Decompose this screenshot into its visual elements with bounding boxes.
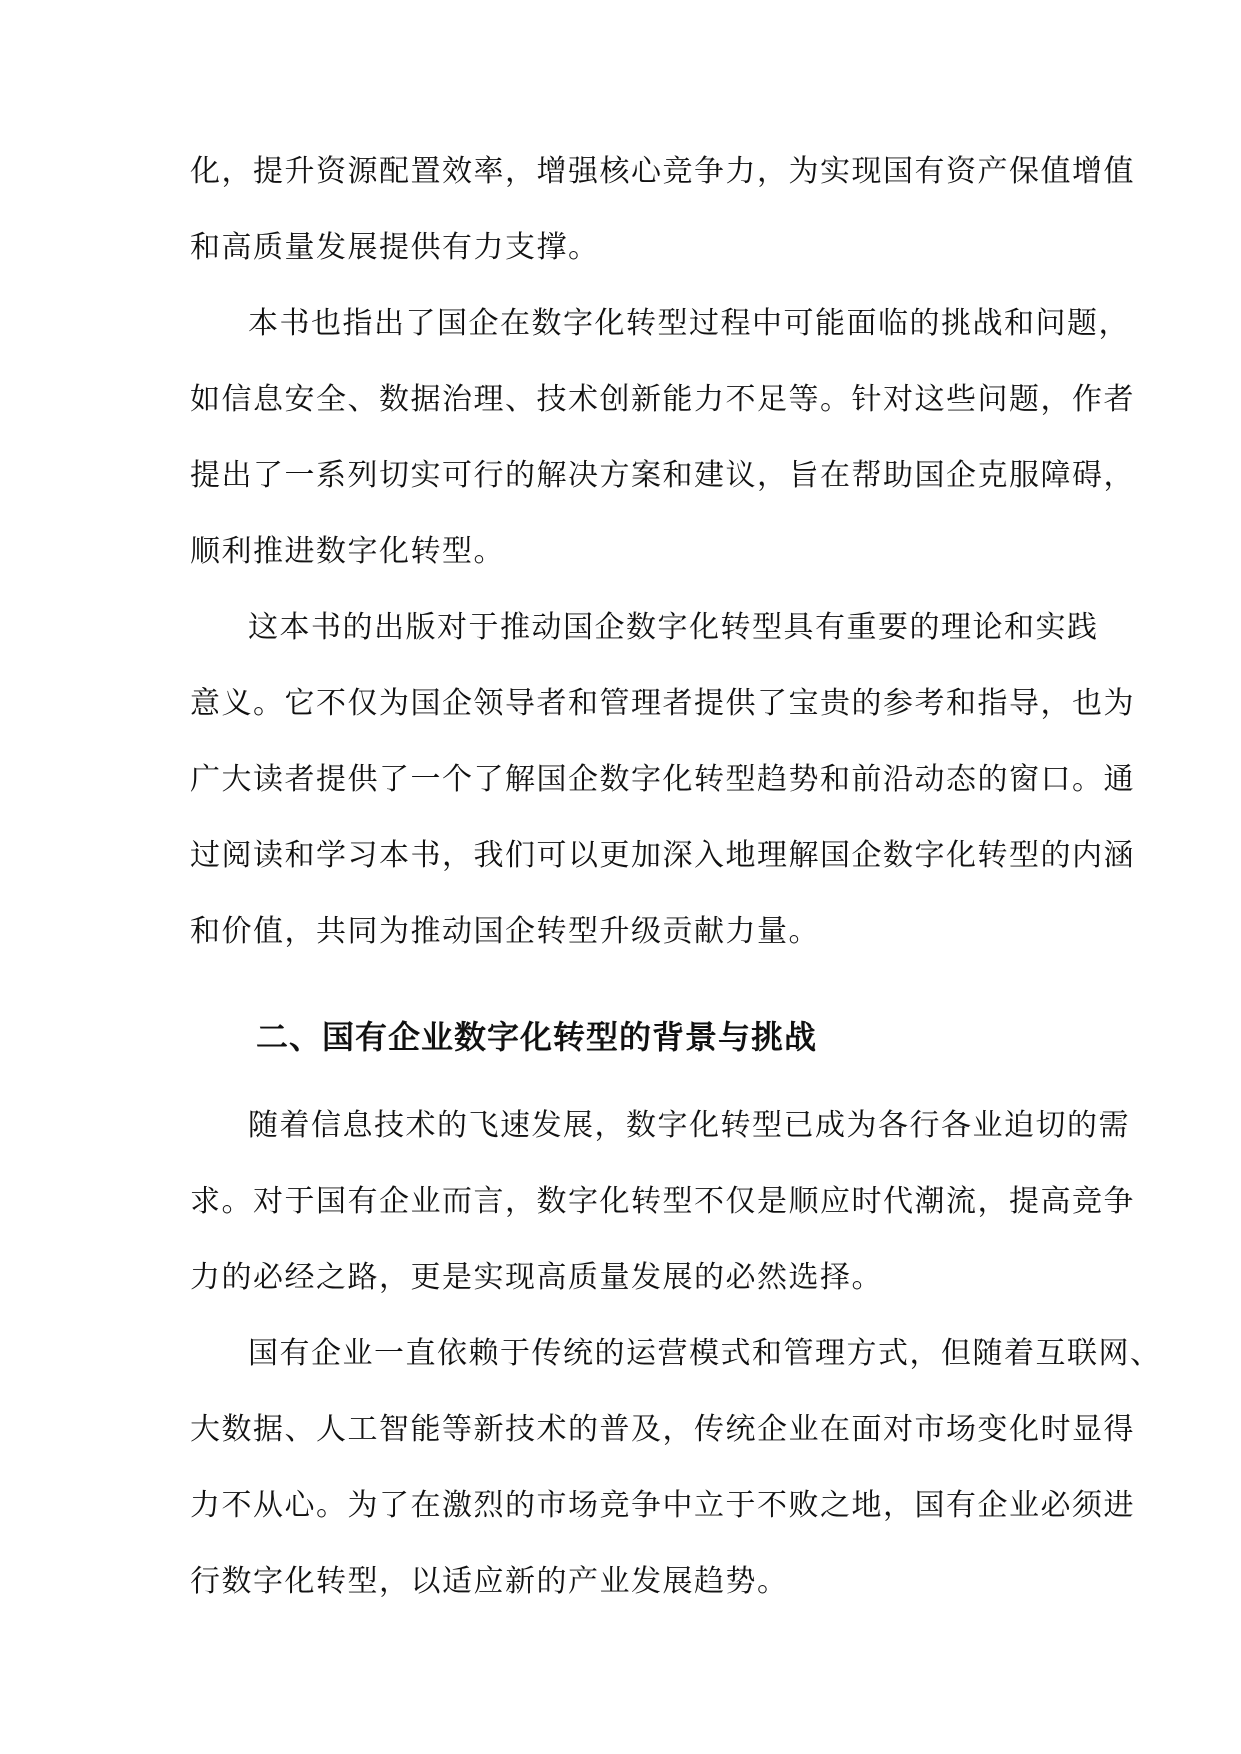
paragraph-line: 顺利推进数字化转型。 [190, 534, 505, 569]
paragraph-line: 和价值，共同为推动国企转型升级贡献力量。 [190, 914, 820, 949]
paragraph-line: 随着信息技术的飞速发展，数字化转型已成为各行各业迫切的需 [248, 1108, 1130, 1143]
paragraph-line: 这本书的出版对于推动国企数字化转型具有重要的理论和实践 [248, 610, 1099, 645]
section-heading: 二、国有企业数字化转型的背景与挑战 [256, 1018, 818, 1056]
paragraph-line: 化，提升资源配置效率，增强核心竞争力，为实现国有资产保值增值 [190, 154, 1135, 189]
paragraph-line: 力不从心。为了在激烈的市场竞争中立于不败之地，国有企业必须进 [190, 1488, 1135, 1523]
paragraph-line: 提出了一系列切实可行的解决方案和建议，旨在帮助国企克服障碍， [190, 458, 1135, 493]
paragraph-line: 本书也指出了国企在数字化转型过程中可能面临的挑战和问题， [248, 306, 1130, 341]
paragraph-line: 求。对于国有企业而言，数字化转型不仅是顺应时代潮流，提高竞争 [190, 1184, 1135, 1219]
paragraph-line: 和高质量发展提供有力支撑。 [190, 230, 600, 265]
paragraph-line: 广大读者提供了一个了解国企数字化转型趋势和前沿动态的窗口。通 [190, 762, 1135, 797]
paragraph-line: 国有企业一直依赖于传统的运营模式和管理方式，但随着互联网、 [248, 1336, 1162, 1371]
paragraph-line: 过阅读和学习本书，我们可以更加深入地理解国企数字化转型的内涵 [190, 838, 1135, 873]
paragraph-line: 如信息安全、数据治理、技术创新能力不足等。针对这些问题，作者 [190, 382, 1135, 417]
paragraph-line: 行数字化转型，以适应新的产业发展趋势。 [190, 1564, 789, 1599]
paragraph-line: 力的必经之路，更是实现高质量发展的必然选择。 [190, 1260, 883, 1295]
paragraph-line: 大数据、人工智能等新技术的普及，传统企业在面对市场变化时显得 [190, 1412, 1135, 1447]
paragraph-line: 意义。它不仅为国企领导者和管理者提供了宝贵的参考和指导，也为 [190, 686, 1135, 721]
